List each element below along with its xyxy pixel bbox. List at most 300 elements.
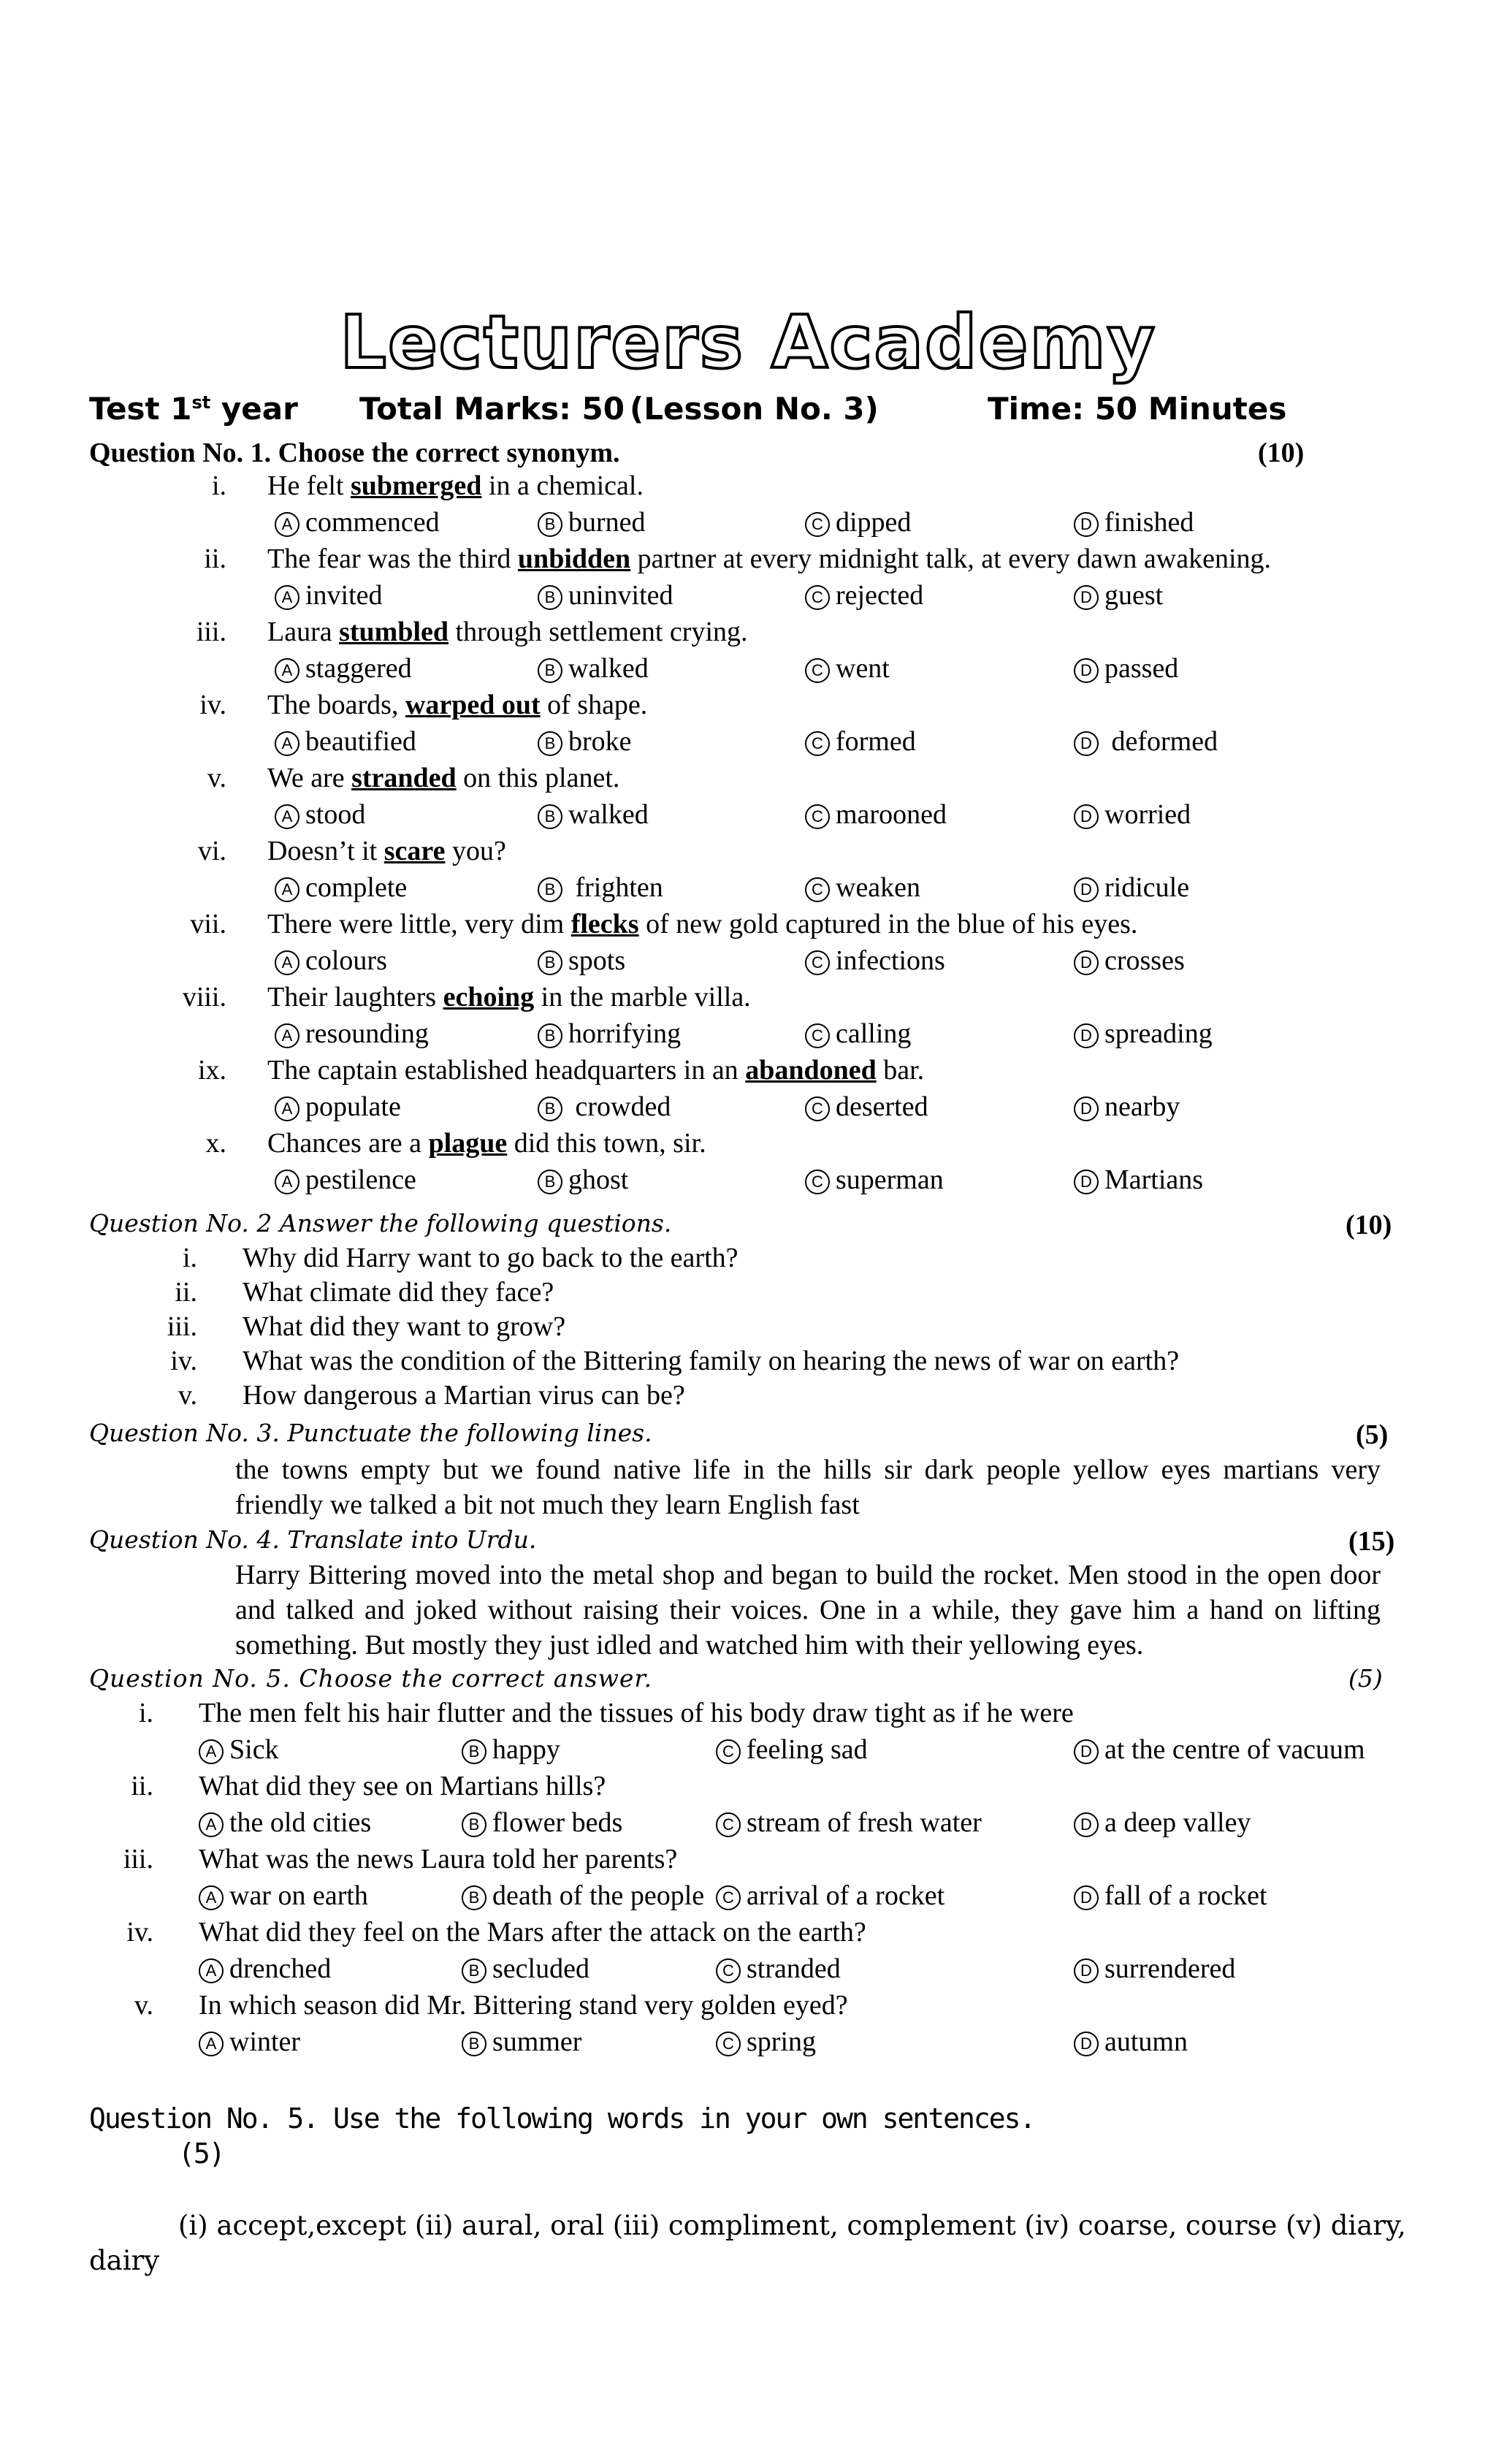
question-stem [267,1054,924,1086]
answer-option [275,1091,401,1123]
option-text: deformed [1104,726,1218,757]
option-letter-circle: D [1074,1096,1099,1121]
option-letter-circle: A [199,1958,224,1983]
answer-option [538,798,649,831]
stem-text: Chances are a [267,1128,429,1159]
time-limit: Time: 50 Minutes [988,391,1287,427]
option-letter-circle: D [1074,731,1099,756]
q2-heading: Question No. 2 Answer the following questions. [89,1209,672,1237]
option-text: Sick [229,1734,279,1765]
q1-heading: Question No. 1. Choose the correct synonym. [89,438,620,468]
option [462,1807,622,1838]
answer-option [805,579,923,611]
option-letter-circle: C [716,1958,741,1983]
option [275,653,412,684]
option-text: a deep valley [1104,1807,1251,1838]
option [275,580,383,611]
option-letter-circle: A [275,512,299,537]
keyword: flecks [570,909,639,939]
option-text: walked [568,799,649,830]
option-letter-circle: C [805,658,830,683]
option-text: resounding [305,1018,429,1049]
answer-option [805,871,920,904]
option-text: staggered [305,653,412,684]
option-text: arrival of a rocket [747,1880,945,1911]
answer-option [538,945,625,977]
option-text: formed [836,726,916,757]
option [275,1018,429,1049]
option [538,507,646,538]
option [716,1880,944,1911]
answer-option [199,1953,331,1985]
option-text: commenced [305,507,440,538]
keyword: stumbled [339,617,449,647]
q4-marks: (15) [1348,1526,1395,1557]
answer-option [199,1807,371,1839]
option [462,1734,560,1765]
question-text: What was the condition of the Bittering family on hearing the news of war on earth? [243,1346,1180,1376]
option-letter-circle: D [1074,1885,1099,1910]
option-letter-circle: B [538,804,562,829]
option-text: went [836,653,890,684]
option-letter-circle: D [1074,1958,1099,1983]
stem-text: in a chemical. [481,470,644,501]
question-text: What climate did they face? [243,1277,554,1308]
option-letter-circle: B [538,512,562,537]
option-letter-circle: A [275,731,299,756]
option [805,945,945,976]
item-number: i. [182,1243,197,1273]
answer-option [716,1807,982,1839]
option [716,2026,816,2057]
option-text: horrifying [568,1018,682,1049]
option-text: passed [1104,653,1179,684]
option-text: ridicule [1104,872,1190,903]
stem-text: There were little, very dim [267,909,571,939]
option-letter-circle: B [538,1170,562,1194]
option-letter-circle: A [275,658,299,683]
question-stem [267,616,748,648]
test-label: Test 1st year [89,391,298,427]
option-letter-circle: C [716,1812,741,1837]
option [275,945,387,976]
q3-marks: (5) [1356,1419,1389,1450]
option-letter-circle: B [538,1096,562,1121]
q5-marks: (5) [1348,1664,1383,1693]
answer-option [275,798,365,831]
option-letter-circle: D [1074,585,1099,610]
q3-line-2: friendly we talked a bit not much they learn English fast [235,1490,860,1520]
answer-option [199,1880,368,1912]
option [1074,1091,1180,1122]
option-text: walked [568,653,649,684]
question-text: What did they feel on the Mars after the attack on the earth? [199,1917,866,1948]
answer-option [1074,945,1185,977]
option-text: deserted [836,1091,928,1122]
answer-option [199,1733,279,1766]
answer-option [1074,871,1189,904]
item-number: ii. [131,1771,153,1801]
answer-option [716,2026,816,2058]
question-stem [267,762,619,794]
option [275,1164,416,1195]
option-letter-circle: A [275,1170,299,1194]
option-letter-circle: D [1074,1812,1099,1837]
option-text: the old cities [229,1807,372,1838]
keyword: submerged [350,470,482,501]
question-stem [267,1127,706,1159]
question-text: What was the news Laura told her parents? [199,1844,678,1874]
option-letter-circle: C [716,1885,741,1910]
option-text: stream of fresh water [747,1807,982,1838]
item-number: i. [138,1698,153,1728]
option [1074,1734,1365,1765]
answer-option [1074,1018,1213,1050]
question-stem [267,689,647,721]
answer-option [275,652,412,684]
keyword: scare [383,836,446,866]
option-letter-circle: B [462,1885,486,1910]
option-text: frighten [568,872,663,903]
stem-text: We are [267,763,352,793]
option-text: uninvited [568,580,673,611]
answer-option [275,1164,416,1196]
item-number: vi. [197,836,226,866]
option [1074,726,1218,757]
option [1074,2026,1188,2057]
q5-heading: Question No. 5. Choose the correct answer. [89,1664,652,1693]
item-number: iv. [126,1917,153,1948]
question-text: Why did Harry want to go back to the earth? [243,1243,739,1273]
option-text: feeling sad [747,1734,868,1765]
option-text: stranded [747,1953,841,1984]
answer-option [462,2026,581,2058]
option [275,872,407,903]
stem-text: Laura [267,617,340,647]
option-letter-circle: C [805,1023,830,1048]
option [275,507,440,538]
option [199,1953,331,1984]
item-number: ii. [204,543,226,574]
option [805,1091,928,1122]
option [1074,1018,1213,1049]
stem-text: in the marble villa. [534,982,751,1012]
answer-option [275,506,440,538]
q4-heading: Question No. 4. Translate into Urdu. [89,1525,537,1554]
option [538,1164,628,1195]
option-text: summer [492,2026,582,2057]
answer-option [1074,1733,1365,1766]
answer-option [275,579,383,611]
answer-option [805,506,911,538]
option-letter-circle: D [1074,877,1099,902]
option-letter-circle: C [716,2032,741,2056]
option-text: Martians [1104,1164,1204,1195]
option [275,799,365,830]
answer-option [1074,798,1191,831]
option [805,799,947,830]
option [538,1018,681,1049]
option [462,1880,704,1911]
option-letter-circle: C [805,950,830,975]
option [538,580,673,611]
option [805,580,923,611]
option [538,799,649,830]
answer-option [275,1018,429,1050]
option [1074,1164,1203,1195]
answer-option [1074,1091,1180,1123]
option-letter-circle: B [462,1812,486,1837]
stem-text: on this planet. [456,763,620,793]
option-letter-circle: B [538,658,562,683]
question-stem [267,470,644,502]
question-text: In which season did Mr. Bittering stand very golden eyed? [199,1990,848,2021]
q2-marks: (10) [1346,1210,1392,1240]
option-letter-circle: B [538,585,562,610]
option-text: death of the people [492,1880,705,1911]
option-letter-circle: A [275,585,299,610]
option-letter-circle: A [275,804,299,829]
option [1074,1953,1235,1984]
stem-text: He felt [267,470,351,501]
answer-option [1074,1953,1235,1985]
question-stem [267,981,751,1013]
option-letter-circle: C [805,804,830,829]
option-letter-circle: D [1074,658,1099,683]
option [805,726,916,757]
answer-option [462,1807,622,1839]
q6-heading: Question No. 5. Use the following words in your own sentences. [89,2102,1035,2135]
option [1074,1880,1267,1911]
answer-option [716,1953,841,1985]
answer-option [805,945,945,977]
keyword: echoing [443,982,535,1012]
option-text: infections [836,945,945,976]
option [716,1734,868,1765]
option-letter-circle: C [805,877,830,902]
question-stem [267,543,1271,575]
option-text: dipped [836,507,912,538]
option-letter-circle: B [538,731,562,756]
option-letter-circle: B [462,1739,486,1764]
answer-option [538,871,663,904]
option-text: spots [568,945,626,976]
answer-option [1074,2026,1188,2058]
option-letter-circle: A [275,950,299,975]
option-text: broke [568,726,632,757]
option-text: finished [1104,507,1194,538]
stem-text: The boards, [267,690,405,720]
answer-option [275,945,387,977]
option-text: spreading [1104,1018,1213,1049]
option-text: at the centre of vacuum [1104,1734,1365,1765]
q4-passage: Harry Bittering moved into the metal shop and began to build the rocket. Men stood in the open door and talked and joked without raising their voices. One in a while, they gave him a hand on lifting something. But mostly they just idled and watched him with their yellowing eyes. [235,1560,1381,1660]
option-text: complete [305,872,408,903]
option [1074,653,1178,684]
answer-option [538,1164,628,1196]
keyword: stranded [351,763,457,793]
option-letter-circle: D [1074,1739,1099,1764]
option [805,872,920,903]
option-text: guest [1104,580,1164,611]
option [716,1953,841,1984]
option-letter-circle: D [1074,2032,1099,2056]
option-text: invited [305,580,383,611]
item-number: v. [134,1990,153,2021]
stem-text: bar. [876,1055,925,1086]
option-text: flower beds [492,1807,623,1838]
item-number: x. [205,1128,226,1159]
option [538,653,649,684]
option [1074,872,1189,903]
option-text: marooned [836,799,947,830]
stem-text: through settlement crying. [449,617,748,647]
q3-heading: Question No. 3. Punctuate the following lines. [89,1419,652,1447]
option-letter-circle: B [462,1958,486,1983]
option [275,726,416,757]
option-text: secluded [492,1953,589,1984]
item-number: viii. [182,982,226,1012]
item-number: iv. [199,690,226,720]
option [538,945,625,976]
answer-option [805,1018,911,1050]
answer-option [1074,725,1218,758]
option-letter-circle: A [275,1023,299,1048]
stem-text: of new gold captured in the blue of his eyes. [638,909,1138,939]
option-letter-circle: A [275,877,299,902]
option [1074,945,1185,976]
option-letter-circle: A [199,1812,224,1837]
option-text: spring [747,2026,816,2057]
stem-text: of shape. [540,690,648,720]
option [1074,507,1194,538]
question-text: What did they want to grow? [243,1311,566,1342]
option [199,2026,300,2057]
answer-option [538,725,632,758]
keyword: plague [428,1128,508,1159]
option-letter-circle: A [275,1096,299,1121]
answer-option [1074,506,1194,538]
option-letter-circle: C [805,731,830,756]
option-letter-circle: A [199,2032,224,2056]
item-number: v. [178,1380,197,1411]
keyword: warped out [405,690,541,720]
option [462,1953,589,1984]
answer-option [716,1880,944,1912]
answer-option [805,725,916,758]
item-number: iii. [167,1311,197,1342]
option [538,872,663,903]
option-letter-circle: B [538,950,562,975]
q6-words-line-2: dairy [89,2245,160,2276]
option [275,1091,401,1122]
stem-text: The captain established headquarters in an [267,1055,746,1086]
answer-option [538,1018,681,1050]
option-text: nearby [1104,1091,1180,1122]
option-text: ghost [568,1164,629,1195]
option-text: autumn [1104,2026,1188,2057]
answer-option [538,506,646,538]
item-number: v. [207,763,226,793]
option [716,1807,982,1838]
option-letter-circle: A [199,1885,224,1910]
stem-text: The fear was the third [267,543,518,574]
answer-option [805,1091,928,1123]
option-letter-circle: B [462,2032,486,2056]
question-text: The men felt his hair flutter and the tissues of his body draw tight as if he were [199,1698,1074,1728]
option-letter-circle: B [538,1023,562,1048]
option-letter-circle: D [1074,1023,1099,1048]
answer-option [1074,652,1178,684]
answer-option [462,1733,560,1766]
answer-option [462,1953,589,1985]
option-text: winter [229,2026,301,2057]
answer-option [805,798,947,831]
option [538,1091,671,1122]
option-text: superman [836,1164,944,1195]
option-letter-circle: C [805,585,830,610]
option-text: crowded [568,1091,671,1122]
option [805,1018,911,1049]
option-text: war on earth [229,1880,368,1911]
option-text: surrendered [1104,1953,1236,1984]
option-letter-circle: B [538,877,562,902]
option-text: calling [836,1018,912,1049]
stem-text: partner at every midnight talk, at every dawn awakening. [630,543,1271,574]
answer-option [1074,1164,1203,1196]
stem-text: Their laughters [267,982,443,1012]
question-text: What did they see on Martians hills? [199,1771,606,1801]
q3-line-1: the towns empty but we found native life in the hills sir dark people yellow eyes martians very [235,1454,1381,1485]
option-text: populate [305,1091,401,1122]
option-text: crosses [1104,945,1185,976]
item-number: i. [211,470,226,501]
option-text: weaken [836,872,921,903]
option-text: burned [568,507,646,538]
item-number: ii. [175,1277,197,1308]
option-text: worried [1104,799,1191,830]
item-number: iii. [196,617,226,647]
page-title: Lecturers Academy [340,300,1156,385]
option-letter-circle: C [716,1739,741,1764]
item-number: ix. [197,1055,226,1086]
option-letter-circle: C [805,1096,830,1121]
question-stem [267,908,1137,940]
option [1074,580,1163,611]
answer-option [538,652,649,684]
option [805,1164,944,1195]
option [462,2026,581,2057]
option-text: happy [492,1734,560,1765]
question-text: How dangerous a Martian virus can be? [243,1380,685,1411]
option [1074,1807,1251,1838]
option-letter-circle: A [199,1739,224,1764]
option [1074,799,1191,830]
answer-option [462,1880,704,1912]
answer-option [275,725,416,758]
q6-words-line-1: (i) accept,except (ii) aural, oral (iii) compliment, complement (iv) coarse, course (v) diary, [178,2210,1406,2241]
option [805,653,890,684]
stem-text: did this town, sir. [507,1128,706,1159]
keyword: abandoned [745,1055,877,1086]
option-text: stood [305,799,366,830]
option [805,507,911,538]
answer-option [1074,1807,1251,1839]
stem-text: Doesn’t it [267,836,384,866]
answer-option [805,652,890,684]
option-text: drenched [229,1953,332,1984]
option-letter-circle: D [1074,804,1099,829]
